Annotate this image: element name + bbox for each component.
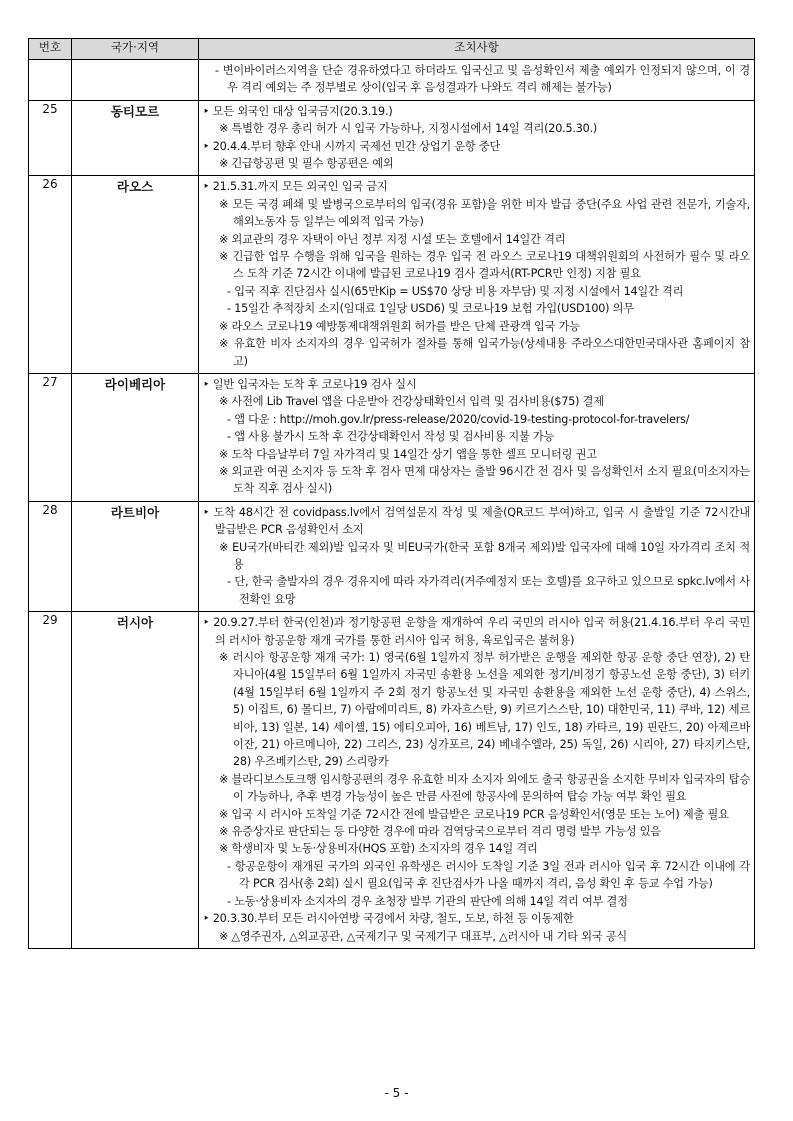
measure-line: ※ 유증상자로 판단되는 등 다양한 경우에 따라 검역당국으로부터 격리 명령 발부 가능성 있음 — [219, 825, 661, 839]
measure-line: ※ EU국가(바티칸 제외)발 입국자 및 비EU국가(한국 포함 8개국 제외)발 입국자에 대해 10일 자가격리 조치 적용 — [219, 540, 750, 571]
row-number: 29 — [29, 612, 72, 949]
measure-line: ※ 블라디보스토크행 임시항공편의 경우 유효한 비자 소지자 외에도 출국 항공권을 소지한 무비자 입국자의 탑승이 가능하나, 추후 변경 가능성이 높은 만큼 사전에 항공사에 문의하여 탑승 가능 여부 확인 필요 — [219, 772, 750, 804]
measure-line: ‣ 20.3.30.부터 모든 러시아연방 국경에서 차량, 철도, 도보, 하천 등 이동제한 — [203, 912, 574, 926]
row-number: 27 — [29, 373, 72, 501]
header-country: 국가·지역 — [72, 39, 199, 60]
measure-line: ※ 사전에 Lib Travel 앱을 다운받아 건강상태확인서 입력 및 검사비용($75) 결제 — [219, 395, 604, 409]
measure-line: ‣ 모든 외국인 대상 입국금지(20.3.19.) — [203, 104, 393, 118]
measure-line: - 15일간 추적장치 소지(임대료 1일당 USD6) 및 코로나19 보험 가입(USD100) 의무 — [227, 302, 634, 316]
measure-line: - 입국 직후 진단검사 실시(65만Kip = US$70 상당 비용 자부담) 및 지정 시설에서 14일간 격리 — [227, 284, 684, 298]
header-no: 번호 — [29, 39, 72, 60]
header-measure: 조치사항 — [199, 39, 755, 60]
measure-line: ‣ 일반 입국자는 도착 후 코로나19 검사 실시 — [203, 377, 417, 391]
country-name — [72, 60, 199, 101]
measure-line: ※ △영주권자, △외교공관, △국제기구 및 국제기구 대표부, △러시아 내 기타 외국 공식 — [219, 929, 627, 943]
measure-line: ※ 도착 다음날부터 7일 자가격리 및 14일간 상기 앱을 통한 셀프 모니터링 권고 — [219, 447, 597, 461]
table-row — [29, 373, 755, 501]
country-name: 러시아 — [72, 612, 199, 949]
measure-line: ※ 긴급한 업무 수행을 위해 입국을 원하는 경우 입국 전 라오스 코로나19 대책위원회의 사전허가 필수 및 라오스 도착 기준 72시간 이내에 발급된 코로나19 검사 결과서(RT-PCR만 인정) 지참 필요 — [219, 250, 750, 281]
measure-line: - 항공운항이 재개된 국가의 외국인 유학생은 러시아 도착일 기준 3일 전과 러시아 입국 후 72시간 이내에 각각 PCR 검사(총 2회) 실시 필요(입국 후 진단검사가 나올 때까지 격리, 음성 확인 후 등교 수업 가능) — [227, 859, 750, 891]
country-name: 라이베리아 — [72, 373, 199, 501]
measures-table — [28, 38, 755, 949]
measure-line: ‣ 21.5.31.까지 모든 외국인 입국 금지 — [203, 180, 388, 194]
measure-line: ※ 학생비자 및 노동·상용비자(HQS 포함) 소지자의 경우 14일 격리 — [219, 842, 538, 856]
measure-cell — [199, 60, 755, 101]
table-body — [29, 60, 755, 949]
measure-cell — [199, 100, 755, 176]
row-number: 26 — [29, 176, 72, 373]
measure-line: ‣ 20.9.27.부터 한국(인천)과 정기항공편 운항을 재개하여 우리 국민의 러시아 입국 허용(21.4.16.부터 우리 국민의 러시아 항공운항 재개 국가를 통한 러시아 입국 허용, 육로입국은 불허용) — [203, 616, 750, 647]
table-row — [29, 176, 755, 373]
measure-line: ※ 입국 시 러시아 도착일 기준 72시간 전에 발급받은 코로나19 PCR 음성확인서(영문 또는 노어) 제출 필요 — [219, 807, 729, 821]
measure-line: ※ 외교관 여권 소지자 등 도착 후 검사 면제 대상자는 출발 96시간 전 검사 및 음성확인서 소지 필요(미소지자는 도착 직후 검사 실시) — [219, 464, 750, 496]
country-name: 라트비아 — [72, 501, 199, 611]
measure-cell — [199, 612, 755, 949]
table-row — [29, 60, 755, 101]
table-row — [29, 501, 755, 611]
table-row — [29, 100, 755, 176]
measure-line: ※ 특별한 경우 총리 허가 시 입국 가능하나, 지정시설에서 14일 격리(20.5.30.) — [219, 122, 598, 136]
measure-line: - 앱 다운 : http://moh.gov.lr/press-release/2020/covid-19-testing-protocol-for-travelers/ — [227, 412, 690, 426]
page-number: - 5 - — [384, 1086, 409, 1100]
country-name: 라오스 — [72, 176, 199, 373]
measure-cell — [199, 501, 755, 611]
measure-line: - 노동·상용비자 소지자의 경우 초청장 발부 기관의 판단에 의해 14일 격리 여부 결정 — [227, 894, 628, 908]
measure-cell — [199, 373, 755, 501]
measure-line: ※ 외교관의 경우 자택이 아닌 정부 지정 시설 또는 호텔에서 14일간 격리 — [219, 232, 566, 246]
country-name: 동티모르 — [72, 100, 199, 176]
measure-line: ‣ 20.4.4.부터 향후 안내 시까지 국제선 민간 상업기 운항 중단 — [203, 139, 501, 153]
measure-line: ※ 러시아 항공운항 재개 국가: 1) 영국(6월 1일까지 정부 허가받은 운행을 제외한 항공 운항 중단 연장), 2) 탄자니아(4월 15일부터 6월 1일까지 자국민 송환용 노선을 제외한 정기/비정기 항공노선 운항 중단), 3) 터키(4월 15일부터 6월 1일까지 주 2회 정기 항공노선 및 자국민 송환용을 제외한 노선 운항 중단), 4) 스위스, 5) 이집트, 6) 몰디브, 7) 아랍에미리트, 8) 카자흐스탄, 9) 키르기스스탄, 10) 대한민국, 11) 쿠바, 12) 세르비아, 13) 일본, 14) 세이셸, 15) 에티오피아, 16) 베트남, 17) 인도, 18) 카타르, 19) 핀란드, 20) 아제르바이잔, 21) 아르메니아, 22) 그리스, 23) 싱가포르, 24) 베네수엘라, 25) 독일, 26) 시리아, 27) 타지키스탄, 28) 우즈베키스탄, 29) 스리랑카 — [219, 651, 750, 769]
row-number: 28 — [29, 501, 72, 611]
measure-line: ‣ 도착 48시간 전 covidpass.lv에서 검역설문지 작성 및 제출(QR코드 부여)하고, 입국 시 출발일 기준 72시간내 발급받은 PCR 음성확인서 소지 — [203, 505, 750, 537]
measure-line: ※ 모든 국경 폐쇄 및 발병국으로부터의 입국(경유 포함)을 위한 비자 발급 중단(주요 사업 관련 전문가, 기술자, 해외노동자 등 일부는 예외적 입국 가능) — [219, 197, 750, 229]
measure-line: ※ 유효한 비자 소지자의 경우 입국허가 절차를 통해 입국가능(상세내용 주라오스대한민국대사관 홈페이지 참고) — [219, 337, 750, 368]
measure-line: - 앱 사용 불가시 도착 후 건강상태확인서 작성 및 검사비용 지불 가능 — [227, 430, 555, 444]
measure-cell — [199, 176, 755, 373]
measure-line: ※ 긴급항공편 및 필수 항공편은 예외 — [219, 157, 394, 171]
measure-line: - 변이바이러스지역을 단순 경유하였다고 하더라도 입국신고 및 음성확인서 제출 예외가 인정되지 않으며, 이 경우 격리 예외는 주 정부별로 상이(입국 후 음성결과가 나와도 격리 해제는 불가능) — [215, 64, 750, 95]
row-number: 25 — [29, 100, 72, 176]
measure-line: - 단, 한국 출발자의 경우 경유지에 따라 자가격리(거주예정지 또는 호텔)를 요구하고 있으므로 spkc.lv에서 사전확인 요망 — [227, 575, 750, 606]
measure-line: ※ 라오스 코로나19 예방통제대책위원회 허가를 받은 단체 관광객 입국 가능 — [219, 319, 580, 333]
row-number — [29, 60, 72, 101]
table-header-row — [29, 39, 755, 60]
table-row — [29, 612, 755, 949]
